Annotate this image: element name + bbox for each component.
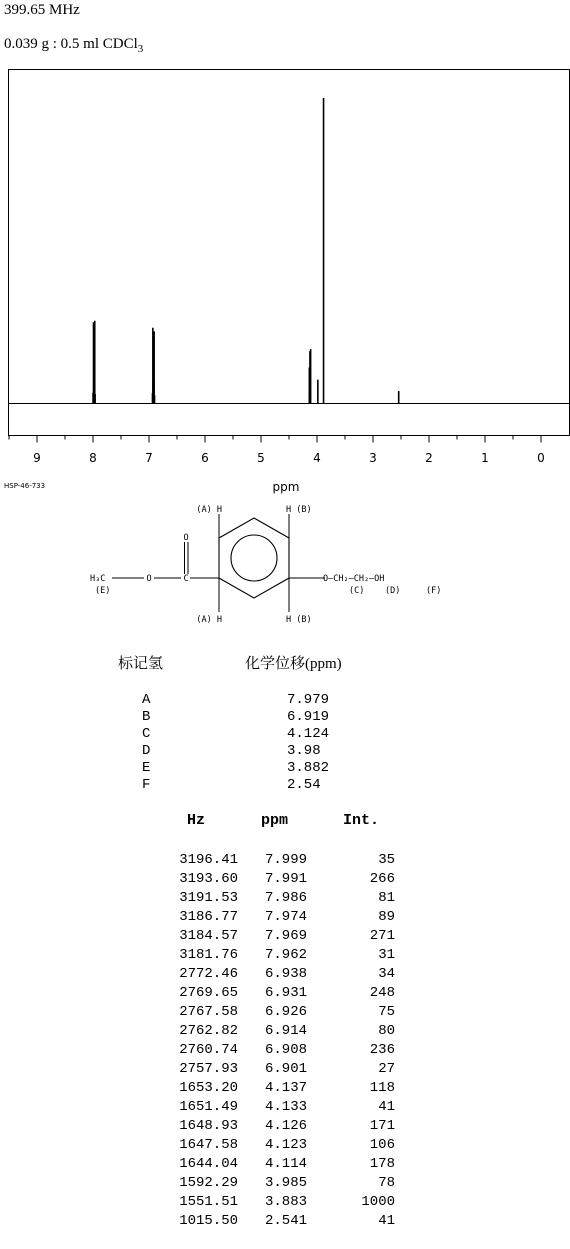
peak-ppm: 4.133 (264, 1099, 307, 1115)
shift-label: C (142, 726, 151, 742)
peak-int: 34 (378, 966, 395, 982)
peak-row (0, 1099, 570, 1118)
x-tick-label: 7 (145, 451, 153, 465)
label-e: (E) (95, 586, 111, 596)
peak-ppm: 7.986 (264, 890, 307, 906)
x-tick-label: 4 (313, 451, 321, 465)
ether-chain: O—CH₂—CH₂—OH (323, 574, 385, 584)
shift-label: D (142, 743, 151, 759)
shift-value: 7.979 (287, 692, 330, 708)
peak-hz: 1551.51 (179, 1194, 238, 1210)
peak-int: 41 (378, 1213, 395, 1229)
peak-int: 178 (369, 1156, 395, 1172)
peak-ppm: 4.123 (264, 1137, 307, 1153)
peak-row (0, 909, 570, 928)
peak-row (0, 871, 570, 890)
shift-value: 4.124 (287, 726, 330, 742)
peak-int: 271 (369, 928, 395, 944)
peak-ppm: 7.999 (264, 852, 307, 868)
peak-ppm: 6.901 (264, 1061, 307, 1077)
peak-ppm: 7.969 (264, 928, 307, 944)
peak-hz: 1015.50 (179, 1213, 238, 1229)
aromatic-circle (231, 535, 277, 581)
peak-hz: 2772.46 (179, 966, 238, 982)
peak-row (0, 1061, 570, 1080)
peak-int: 27 (378, 1061, 395, 1077)
x-tick-label: 9 (33, 451, 41, 465)
peak-hz: 3184.57 (179, 928, 238, 944)
peak-ppm: 4.137 (264, 1080, 307, 1096)
x-tick-label: 1 (481, 451, 489, 465)
peak-hz: 2769.65 (179, 985, 238, 1001)
shift-label: A (142, 692, 151, 708)
shift-row (0, 777, 570, 794)
label-c: (C) (349, 586, 365, 596)
peak-ppm: 6.914 (264, 1023, 307, 1039)
label-b-top: H (B) (286, 505, 312, 515)
peak-hz: 3193.60 (179, 871, 238, 887)
shift-row (0, 760, 570, 777)
peak-row (0, 1023, 570, 1042)
carbonyl-oxygen: O (183, 533, 189, 543)
chemical-structure (0, 498, 570, 638)
peak-row (0, 985, 570, 1004)
peak-hz: 2757.93 (179, 1061, 238, 1077)
peak-int: 236 (369, 1042, 395, 1058)
peak-ppm: 4.114 (264, 1156, 307, 1172)
label-d: (D) (385, 586, 401, 596)
peak-int: 35 (378, 852, 395, 868)
peak-row (0, 1137, 570, 1156)
peak-hz: 3191.53 (179, 890, 238, 906)
sample-description (4, 36, 143, 55)
peak-row (0, 1194, 570, 1213)
peak-col-hz: Hz (187, 812, 206, 829)
peak-hz: 3186.77 (179, 909, 238, 925)
peak-int: 75 (378, 1004, 395, 1020)
peak-int: 81 (378, 890, 395, 906)
peak-int: 31 (378, 947, 395, 963)
peak-int: 41 (378, 1099, 395, 1115)
x-tick-label: 8 (89, 451, 97, 465)
peak-row (0, 1042, 570, 1061)
sample-subscript: 3 (137, 43, 144, 55)
peak-hz: 1651.49 (179, 1099, 238, 1115)
peak-row (0, 947, 570, 966)
shift-row (0, 709, 570, 726)
peak-row (0, 890, 570, 909)
x-tick-label: 2 (425, 451, 433, 465)
shift-row (0, 743, 570, 760)
methyl-group: H₃C (90, 574, 106, 584)
spectrometer-frequency: 399.65 MHz (4, 2, 80, 18)
peak-ppm: 7.974 (264, 909, 307, 925)
peak-row (0, 1175, 570, 1194)
peak-row (0, 1156, 570, 1175)
peak-int: 80 (378, 1023, 395, 1039)
peak-hz: 3196.41 (179, 852, 238, 868)
peak-row (0, 1080, 570, 1099)
peak-col-ppm: ppm (261, 812, 289, 829)
shift-col-ppm-header: 化学位移(ppm) (245, 656, 342, 672)
benzene-ring (219, 518, 289, 598)
label-f: (F) (426, 586, 442, 596)
x-tick-label: 6 (201, 451, 209, 465)
peak-row (0, 1004, 570, 1023)
shift-value: 2.54 (287, 777, 321, 793)
x-tick-label: 3 (369, 451, 377, 465)
peak-col-int: Int. (343, 812, 380, 829)
x-axis-label: ppm (272, 480, 300, 494)
peak-ppm: 7.991 (264, 871, 307, 887)
peak-hz: 1653.20 (179, 1080, 238, 1096)
peak-hz: 1644.04 (179, 1156, 238, 1172)
peak-int: 266 (369, 871, 395, 887)
peaks-layer (93, 98, 399, 404)
peak-ppm: 3.883 (264, 1194, 307, 1210)
x-tick-label: 0 (537, 451, 545, 465)
peak-ppm: 6.926 (264, 1004, 307, 1020)
peak-int: 89 (378, 909, 395, 925)
peak-row (0, 966, 570, 985)
ester-oxygen: O (146, 574, 152, 584)
peak-int: 118 (369, 1080, 395, 1096)
peak-row (0, 1118, 570, 1137)
label-a-top: (A) H (196, 505, 222, 515)
peak-hz: 2767.58 (179, 1004, 238, 1020)
peak-hz: 2762.82 (179, 1023, 238, 1039)
peak-hz: 3181.76 (179, 947, 238, 963)
x-tick-label: 5 (257, 451, 265, 465)
peak-ppm: 6.938 (264, 966, 307, 982)
x-axis-ticks (9, 436, 545, 466)
peak-int: 248 (369, 985, 395, 1001)
peak-int: 171 (369, 1118, 395, 1134)
peak-hz: 1592.29 (179, 1175, 238, 1191)
shift-row (0, 692, 570, 709)
shift-col-label-header: 标记氢 (118, 656, 164, 672)
shift-value: 3.882 (287, 760, 330, 776)
carbonyl-carbon: C (183, 574, 189, 584)
peak-ppm: 6.931 (264, 985, 307, 1001)
shift-row (0, 726, 570, 743)
peak-hz: 1647.58 (179, 1137, 238, 1153)
peak-ppm: 2.541 (264, 1213, 307, 1229)
peak-int: 106 (369, 1137, 395, 1153)
spectrum-code: HSP-46-733 (4, 482, 46, 490)
label-b-bottom: H (B) (286, 615, 312, 625)
peak-row (0, 1213, 570, 1232)
shift-value: 3.98 (287, 743, 321, 759)
shift-label: E (142, 760, 151, 776)
shift-label: B (142, 709, 151, 725)
peak-hz: 1648.93 (179, 1118, 238, 1134)
peak-ppm: 3.985 (264, 1175, 307, 1191)
peak-row (0, 852, 570, 871)
peak-int: 78 (378, 1175, 395, 1191)
sample-text: 0.039 g : 0.5 ml CDCl (4, 36, 138, 52)
peak-ppm: 4.126 (264, 1118, 307, 1134)
peak-hz: 2760.74 (179, 1042, 238, 1058)
label-a-bottom: (A) H (196, 615, 222, 625)
shift-value: 6.919 (287, 709, 330, 725)
peak-row (0, 928, 570, 947)
plot-frame (9, 70, 570, 436)
nmr-spectrum-chart (0, 60, 570, 500)
peak-int: 1000 (361, 1194, 395, 1210)
shift-label: F (142, 777, 151, 793)
peak-ppm: 7.962 (264, 947, 307, 963)
peak-ppm: 6.908 (264, 1042, 307, 1058)
